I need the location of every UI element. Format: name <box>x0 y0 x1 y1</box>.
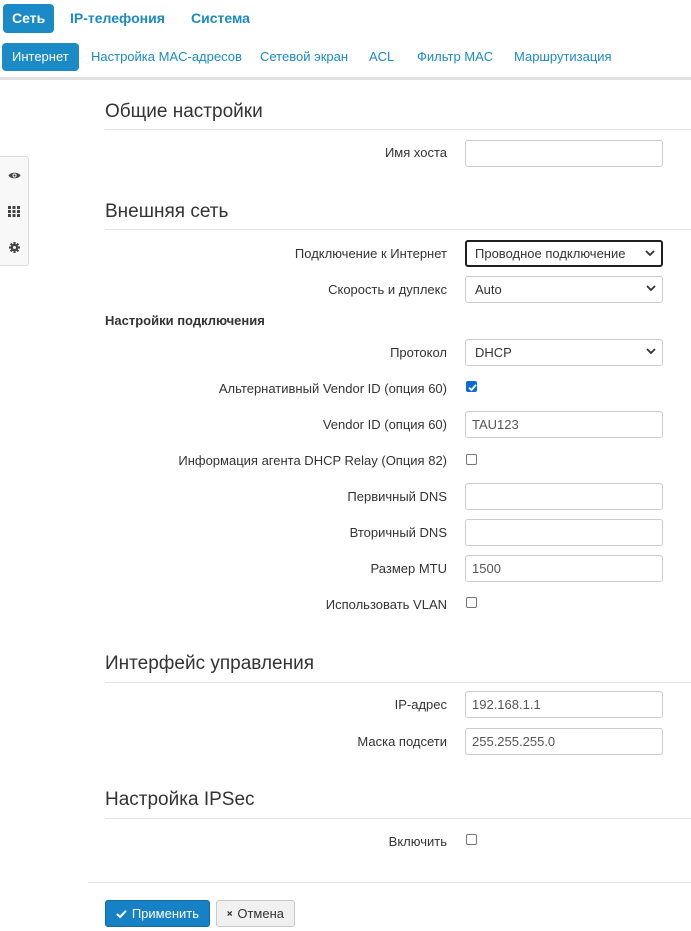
cancel-button-label: Отмена <box>237 906 284 921</box>
protocol-select[interactable] <box>465 339 663 366</box>
footer-divider <box>88 882 691 883</box>
vendor-id-label: Vendor ID (опция 60) <box>322 417 447 432</box>
connection-value: Проводное подключение <box>475 246 626 261</box>
use-vlan-label: Использовать VLAN <box>325 597 447 612</box>
cancel-button[interactable] <box>216 900 295 927</box>
nav-divider <box>0 77 691 80</box>
hostname-input[interactable] <box>465 140 663 167</box>
tab-ip-telephony[interactable]: IP-телефония <box>70 10 165 26</box>
ip-address-label: IP-адрес <box>394 697 447 712</box>
section-divider <box>105 229 691 230</box>
subtab-mac-filter[interactable]: Фильтр MAC <box>417 49 494 64</box>
secondary-dns-label: Вторичный DNS <box>349 525 447 540</box>
apply-button[interactable] <box>105 900 210 927</box>
dhcp-relay-checkbox[interactable] <box>466 454 477 465</box>
connection-settings-heading: Настройки подключения <box>105 313 265 328</box>
section-divider <box>105 682 691 683</box>
close-icon <box>227 909 232 918</box>
section-title-general: Общие настройки <box>105 101 263 122</box>
speed-duplex-select[interactable] <box>465 276 663 303</box>
ipsec-enable-checkbox[interactable] <box>466 834 477 845</box>
section-divider <box>105 129 691 130</box>
speed-duplex-value: Auto <box>475 282 502 297</box>
ipsec-enable-label: Включить <box>388 834 447 849</box>
subtab-internet[interactable]: Интернет <box>2 43 79 71</box>
chevron-down-icon <box>646 348 656 355</box>
section-title-ipsec: Настройка IPSec <box>105 789 255 810</box>
vendor-id-input[interactable]: TAU123 <box>465 411 663 438</box>
connection-select[interactable] <box>465 240 663 267</box>
alt-vendor-id-checkbox[interactable] <box>466 381 477 392</box>
chevron-down-icon <box>646 285 656 292</box>
ip-address-input[interactable]: 192.168.1.1 <box>465 691 663 718</box>
section-title-wan: Внешняя сеть <box>105 201 229 222</box>
protocol-label: Протокол <box>390 345 447 360</box>
alt-vendor-id-label: Альтернативный Vendor ID (опция 60) <box>218 381 447 396</box>
section-divider <box>105 818 691 819</box>
secondary-dns-input[interactable] <box>465 519 663 546</box>
subnet-mask-input[interactable]: 255.255.255.0 <box>465 728 663 755</box>
subtab-acl[interactable]: ACL <box>369 49 395 64</box>
gear-icon[interactable] <box>0 232 28 262</box>
sub-navigation <box>0 41 691 73</box>
subtab-mac-settings[interactable]: Настройка MAC-адресов <box>91 49 242 64</box>
top-navigation <box>0 0 691 36</box>
tab-network[interactable]: Сеть <box>3 4 54 33</box>
primary-dns-input[interactable] <box>465 483 663 510</box>
check-icon <box>116 909 127 919</box>
protocol-value: DHCP <box>475 345 512 360</box>
dhcp-relay-label: Информация агента DHCP Relay (Опция 82) <box>178 453 447 468</box>
section-title-management: Интерфейс управления <box>105 653 314 674</box>
connection-label: Подключение к Интернет <box>294 246 447 261</box>
apply-button-label: Применить <box>131 906 199 921</box>
subtab-routing[interactable]: Маршрутизация <box>514 49 612 64</box>
mtu-label: Размер MTU <box>370 561 447 576</box>
subnet-mask-label: Маска подсети <box>357 734 447 749</box>
side-toolbar <box>0 156 29 266</box>
chevron-down-icon <box>645 250 655 257</box>
mtu-input[interactable]: 1500 <box>465 555 663 582</box>
eye-icon[interactable] <box>0 160 28 190</box>
use-vlan-checkbox[interactable] <box>466 597 477 608</box>
tab-system[interactable]: Система <box>191 10 250 26</box>
grid-icon[interactable] <box>0 196 28 226</box>
subtab-firewall[interactable]: Сетевой экран <box>260 49 349 64</box>
checkmark-icon <box>467 382 478 393</box>
primary-dns-label: Первичный DNS <box>347 489 447 504</box>
speed-duplex-label: Скорость и дуплекс <box>328 282 447 297</box>
hostname-label: Имя хоста <box>384 145 447 160</box>
